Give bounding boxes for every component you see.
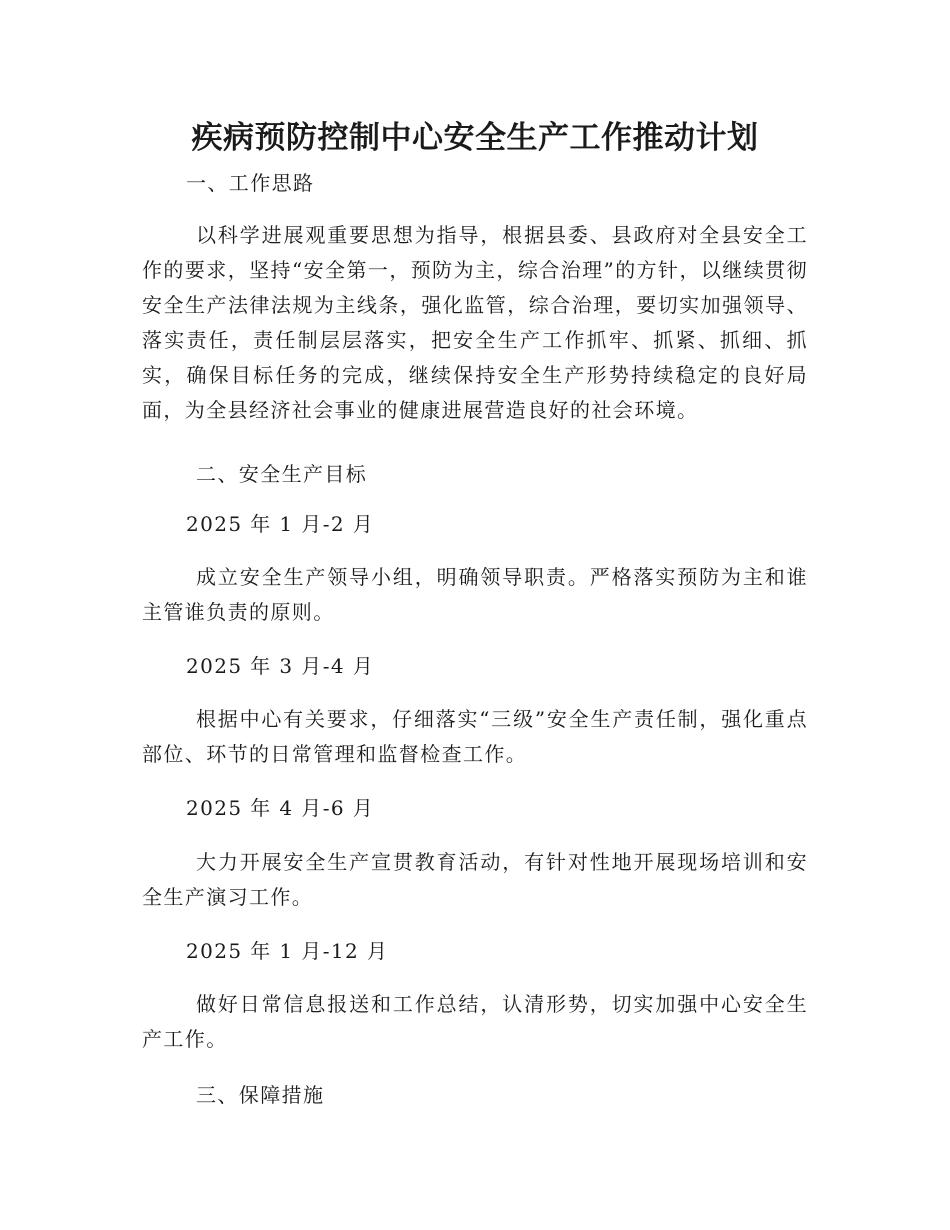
period-date-4: 2025 年 1 月-12 月 bbox=[186, 939, 389, 963]
period-date-1: 2025 年 1 月-2 月 bbox=[186, 512, 375, 536]
document-title: 疾病预防控制中心安全生产工作推动计划 bbox=[191, 120, 759, 156]
section-heading-safeguards: 三、保障措施 bbox=[196, 1083, 325, 1107]
period-date-2: 2025 年 3 月-4 月 bbox=[186, 654, 375, 678]
period-text-3: 大力开展安全生产宣贯教育活动，有针对性地开展现场培训和安全生产演习工作。 bbox=[142, 850, 808, 909]
section-heading-safety-goals: 二、安全生产目标 bbox=[196, 462, 368, 486]
period-text-1: 成立安全生产领导小组，明确领导职责。严格落实预防为主和谁主管谁负责的原则。 bbox=[142, 565, 808, 624]
paragraph-work-approach: 以科学进展观重要思想为指导，根据县委、县政府对全县安全工作的要求，坚持“安全第一，预防为主，综合治理”的方针，以继续贯彻安全生产法律法规为主线条，强化监管，综合治理，要切实加强领导、落实责任，责任制层层落实，把安全生产工作抓牢、抓紧、抓细、抓实，确保目标任务的完成，继续保持安全生产形势持续稳定的良好局面，为全县经济社会事业的健康进展营造良好的社会环境。 bbox=[142, 223, 808, 422]
period-text-2: 根据中心有关要求，仔细落实“三级”安全生产责任制，强化重点部位、环节的日常管理和监督检查工作。 bbox=[142, 707, 808, 766]
period-date-3: 2025 年 4 月-6 月 bbox=[186, 796, 375, 820]
section-heading-work-approach: 一、工作思路 bbox=[186, 171, 315, 195]
period-text-4: 做好日常信息报送和工作总结，认清形势，切实加强中心安全生产工作。 bbox=[142, 992, 808, 1051]
